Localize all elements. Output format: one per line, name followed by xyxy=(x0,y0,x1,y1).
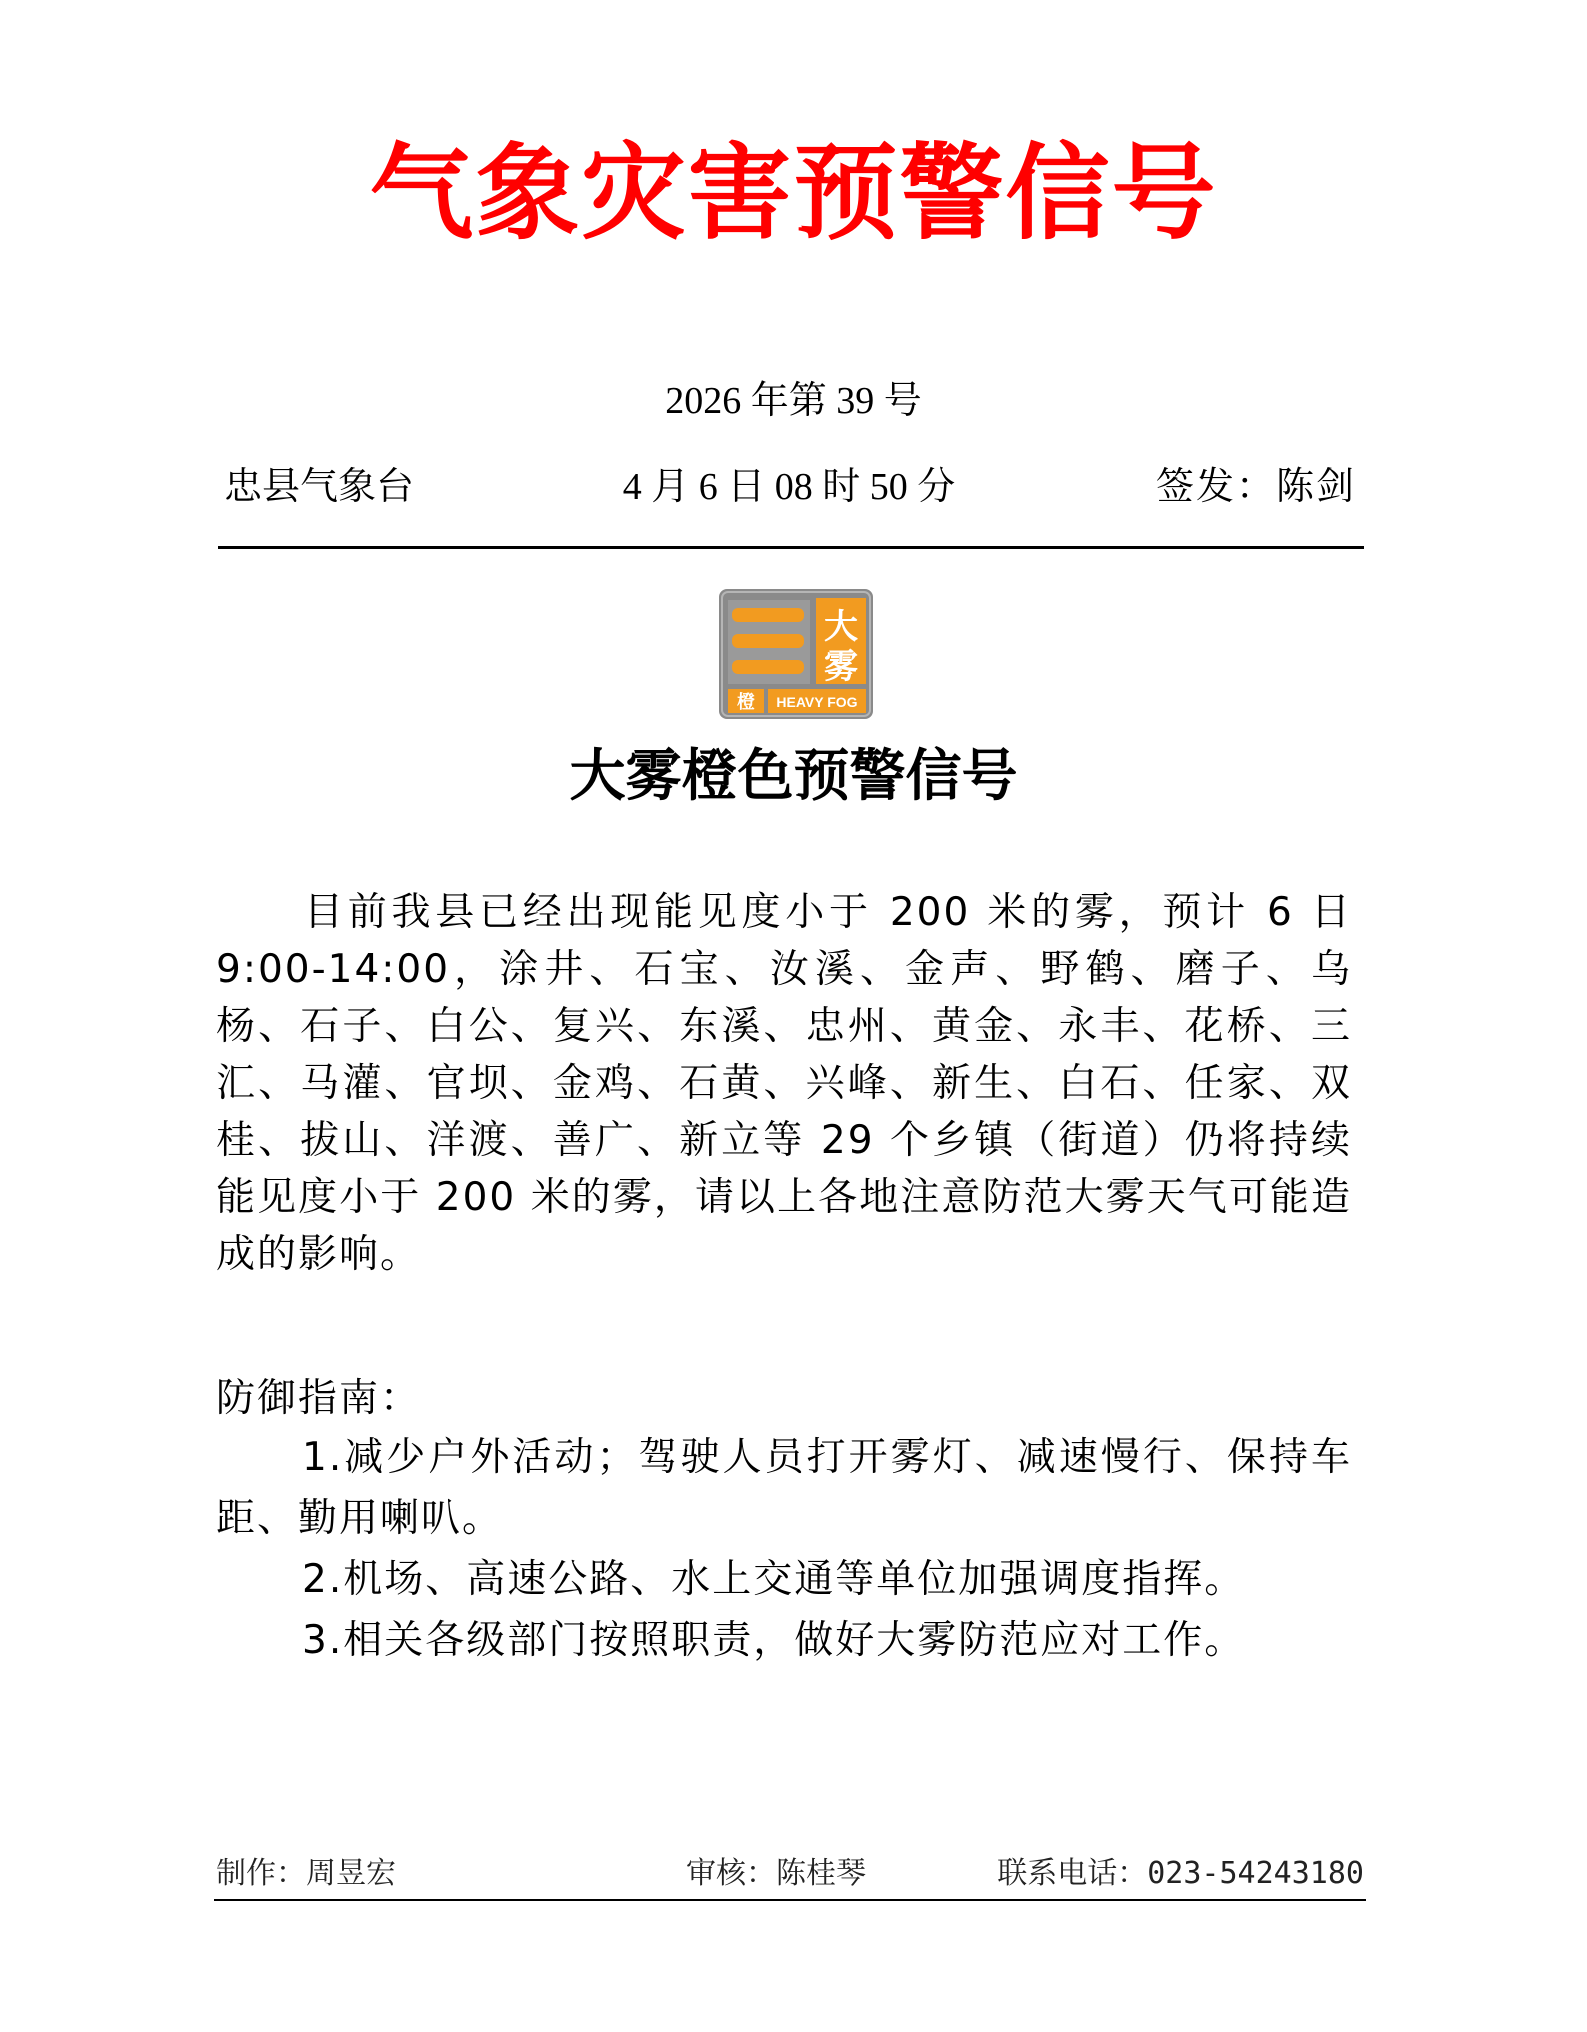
footer-maker: 制作：周昱宏 xyxy=(216,1856,396,1891)
document-number: 2026 年第 39 号 xyxy=(665,380,922,422)
header-divider xyxy=(218,546,1364,549)
footer-phone: 联系电话：023-54243180 xyxy=(997,1856,1364,1891)
guidance-item: 1.减少户外活动；驾驶人员打开雾灯、减速慢行、保持车距、勤用喇叭。 xyxy=(216,1435,1352,1541)
footer-reviewer: 审核：陈桂琴 xyxy=(686,1856,866,1891)
icon-char-top: 大 xyxy=(824,607,858,647)
guidance-heading: 防御指南： xyxy=(216,1376,422,1421)
warning-body-paragraph: 目前我县已经出现能见度小于 200 米的雾，预计 6 日 9:00-14:00，涂井、石宝、汝溪、金声、野鹤、磨子、乌杨、石子、白公、复兴、东溪、忠州、黄金、永丰、花桥、三汇、马灌、官坝、金鸡、石黄、兴峰、新生、白石、任家、双桂、拔山、洋渡、善广、新立等 29 个乡镇（街道）仍将持续能见度小于 200 米的雾，请以上各地注意防范大雾天气可能造成的影响。 xyxy=(216,890,1352,1277)
issuer: 忠县气象台 xyxy=(224,466,415,508)
footer-divider xyxy=(214,1899,1366,1901)
heavy-fog-orange-signal-icon xyxy=(718,588,874,720)
document-title: 气象灾害预警信号 xyxy=(369,131,1218,254)
icon-english-label: HEAVY FOG xyxy=(776,694,858,710)
guidance-item: 2.机场、高速公路、水上交通等单位加强调度指挥。 xyxy=(302,1557,1246,1602)
icon-level-char: 橙 xyxy=(737,692,755,713)
guidance-item: 3.相关各级部门按照职责，做好大雾防范应对工作。 xyxy=(302,1618,1246,1663)
icon-char-bottom: 雾 xyxy=(824,647,858,687)
footer-row xyxy=(216,1852,1364,1896)
guidance-list xyxy=(216,1427,1352,1671)
issue-time: 4 月 6 日 08 时 50 分 xyxy=(622,466,956,508)
signer: 签发：陈剑 xyxy=(1155,466,1356,508)
document-meta-row xyxy=(218,460,1360,514)
signal-name: 大雾橙色预警信号 xyxy=(569,744,1018,809)
